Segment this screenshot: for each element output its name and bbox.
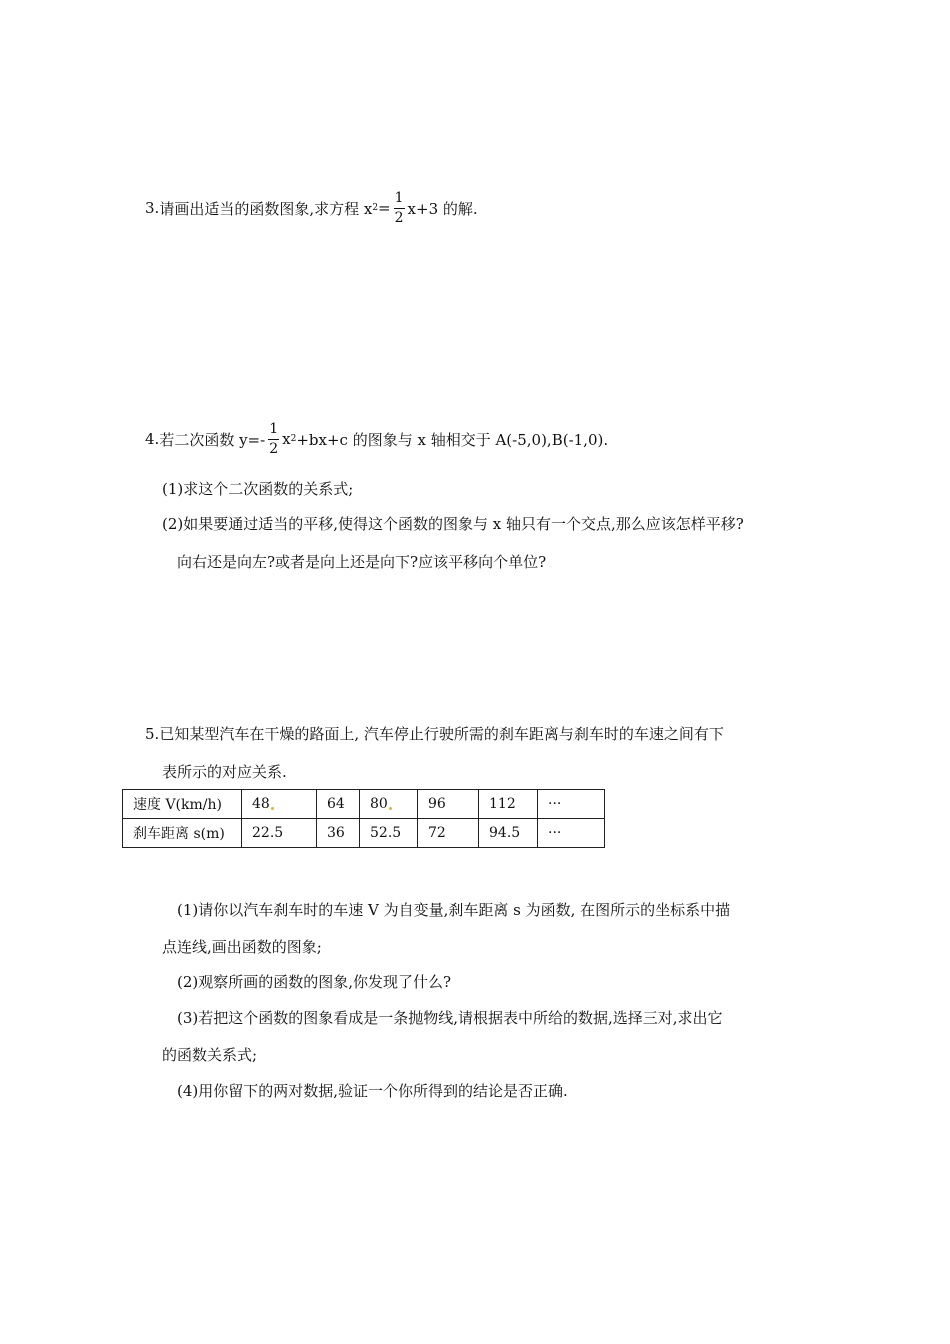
question-4-text: 若二次函数 y=- <box>159 430 266 449</box>
table-cell: 22.5 <box>242 819 317 848</box>
question-4-part-1: (1)求这个二次函数的关系式; <box>162 480 354 498</box>
table-row-label: 刹车距离 s(m) <box>123 819 242 848</box>
question-5-intro-line-2: 表所示的对应关系. <box>162 763 287 781</box>
table-cell: 48 <box>242 790 317 819</box>
question-4-fraction <box>268 422 279 456</box>
table-cell: 96 <box>418 790 479 819</box>
question-5-sub-1-line-2: 点连线,画出函数的图象; <box>162 938 322 956</box>
question-5-sub-3-line-1: (3)若把这个函数的图象看成是一条抛物线,请根据表中所给的数据,选择三对,求出它 <box>177 1009 723 1027</box>
highlight-dot <box>389 807 392 810</box>
speed-distance-table <box>122 789 605 848</box>
table-cell: 64 <box>317 790 360 819</box>
question-5-number: 5. <box>145 725 160 743</box>
question-4 <box>145 420 609 457</box>
table-cell: ··· <box>538 819 605 848</box>
question-3-equals: = <box>378 199 391 217</box>
question-3 <box>145 189 478 226</box>
fraction-numerator: 1 <box>269 420 279 437</box>
question-4-part-2-line-2: 向右还是向左?或者是向上还是向下?应该平移向个单位? <box>177 553 547 571</box>
question-3-text-end: x+3 的解. <box>407 199 478 218</box>
question-3-fraction <box>394 191 405 225</box>
question-5-sub-4: (4)用你留下的两对数据,验证一个你所得到的结论是否正确. <box>177 1082 568 1100</box>
question-4-variable: x <box>282 430 291 448</box>
table-cell: 36 <box>317 819 360 848</box>
question-3-text: 请画出适当的函数图象,求方程 x <box>159 199 373 218</box>
table-row-label: 速度 V(km/h) <box>123 790 242 819</box>
question-3-exponent: 2 <box>372 203 379 213</box>
question-5-sub-2: (2)观察所画的函数的图象,你发现了什么? <box>177 973 452 991</box>
question-4-text-end: +bx+c 的图象与 x 轴相交于 A(-5,0),B(-1,0). <box>296 430 609 449</box>
fraction-bar <box>268 439 279 440</box>
table-cell: 52.5 <box>360 819 418 848</box>
fraction-bar <box>394 208 405 209</box>
table-cell: 80 <box>360 790 418 819</box>
question-4-number: 4. <box>145 430 160 448</box>
fraction-numerator: 1 <box>394 189 404 206</box>
table-cell: 94.5 <box>479 819 538 848</box>
highlight-dot <box>271 807 274 810</box>
table-cell: ··· <box>538 790 605 819</box>
fraction-denominator: 2 <box>269 440 279 457</box>
question-4-exponent: 2 <box>290 434 297 444</box>
question-5-intro-line-1 <box>145 723 724 744</box>
table-row-distance <box>123 819 605 848</box>
question-5-sub-1-line-1: (1)请你以汽车刹车时的车速 V 为自变量,刹车距离 s 为函数, 在图所示的坐标系中描 <box>177 901 731 919</box>
question-5-intro-text: 已知某型汽车在干燥的路面上, 汽车停止行驶所需的刹车距离与刹车时的车速之间有下 <box>159 725 724 743</box>
question-5-sub-3-line-2: 的函数关系式; <box>162 1046 258 1064</box>
question-4-part-2-line-1: (2)如果要通过适当的平移,使得这个函数的图象与 x 轴只有一个交点,那么应该怎样平移? <box>162 515 744 533</box>
table-cell: 112 <box>479 790 538 819</box>
table-cell: 72 <box>418 819 479 848</box>
table-row-speed <box>123 790 605 819</box>
fraction-denominator: 2 <box>394 209 404 226</box>
question-3-number: 3. <box>145 199 160 217</box>
